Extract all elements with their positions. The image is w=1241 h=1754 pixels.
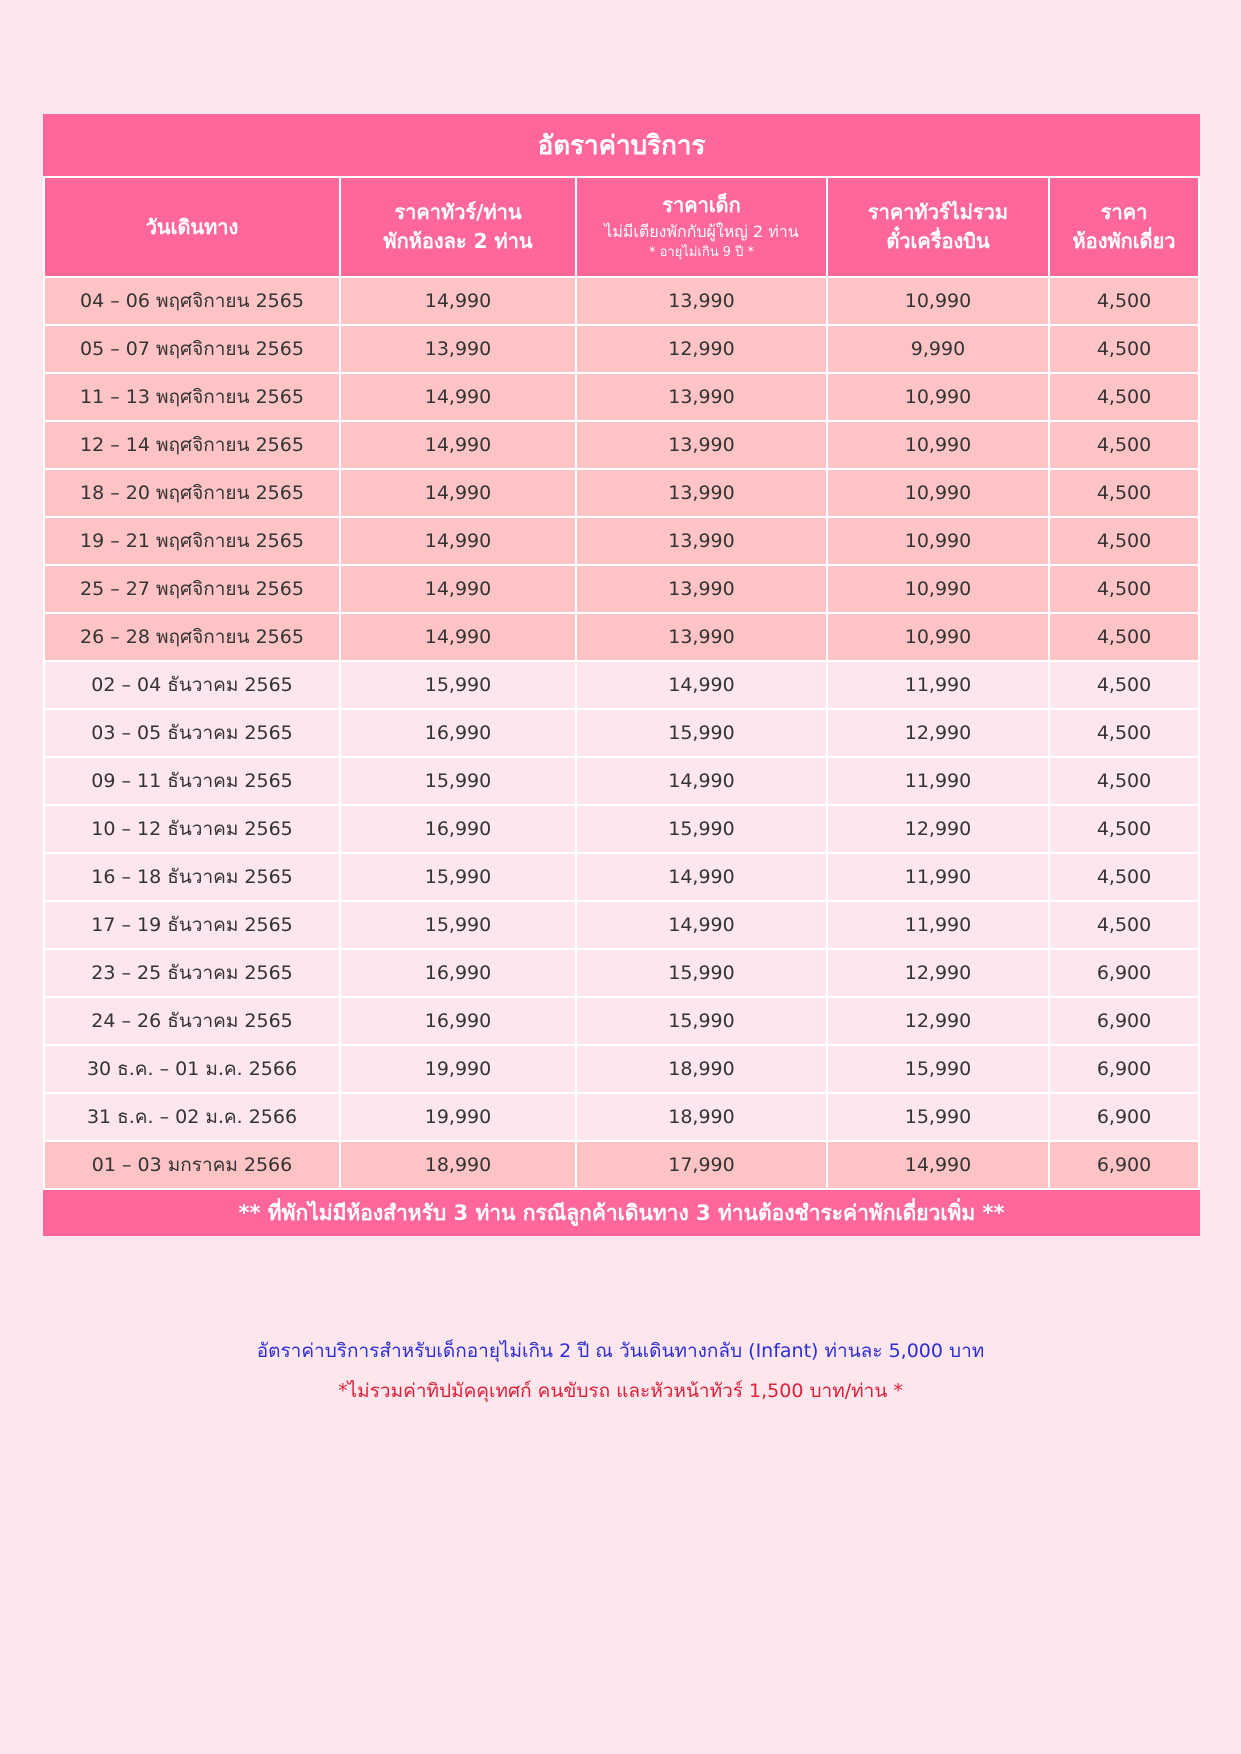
- tips-note: *ไม่รวมค่าทิปมัคคุเทศก์ คนขับรถ และหัวหน้าทัวร์ 1,500 บาท/ท่าน *: [338, 1380, 903, 1402]
- cell-child: 13,990: [576, 277, 827, 325]
- cell-child: 12,990: [576, 325, 827, 373]
- cell-adult: 16,990: [340, 709, 576, 757]
- table-row: [44, 949, 1199, 997]
- cell-no-flight: 12,990: [827, 805, 1049, 853]
- header-adult-line1: ราคาทัวร์/ท่าน: [394, 200, 522, 224]
- cell-child: 14,990: [576, 661, 827, 709]
- cell-no-flight: 15,990: [827, 1045, 1049, 1093]
- table-row: [44, 853, 1199, 901]
- cell-date: 31 ธ.ค. – 02 ม.ค. 2566: [44, 1093, 340, 1141]
- cell-single: 4,500: [1049, 757, 1199, 805]
- cell-adult: 19,990: [340, 1093, 576, 1141]
- cell-no-flight: 10,990: [827, 517, 1049, 565]
- cell-child: 13,990: [576, 613, 827, 661]
- cell-single: 4,500: [1049, 565, 1199, 613]
- table-row: [44, 901, 1199, 949]
- table-row: [44, 277, 1199, 325]
- cell-child: 15,990: [576, 997, 827, 1045]
- cell-adult: 14,990: [340, 517, 576, 565]
- cell-date: 30 ธ.ค. – 01 ม.ค. 2566: [44, 1045, 340, 1093]
- table-row: [44, 1093, 1199, 1141]
- cell-adult: 14,990: [340, 565, 576, 613]
- table-row: [44, 709, 1199, 757]
- cell-no-flight: 11,990: [827, 901, 1049, 949]
- cell-date: 18 – 20 พฤศจิกายน 2565: [44, 469, 340, 517]
- cell-date: 11 – 13 พฤศจิกายน 2565: [44, 373, 340, 421]
- cell-no-flight: 11,990: [827, 757, 1049, 805]
- header-date-label: วันเดินทาง: [145, 214, 239, 239]
- infant-rate-note: อัตราค่าบริการสำหรับเด็กอายุไม่เกิน 2 ปี ณ วันเดินทางกลับ (Infant) ท่านละ 5,000 บาท: [256, 1340, 985, 1362]
- cell-date: 02 – 04 ธันวาคม 2565: [44, 661, 340, 709]
- header-noflight-line2: ตั๋วเครื่องบิน: [886, 229, 990, 253]
- header-adult-price: [340, 177, 576, 277]
- cell-single: 4,500: [1049, 805, 1199, 853]
- cell-single: 4,500: [1049, 901, 1199, 949]
- cell-child: 13,990: [576, 421, 827, 469]
- cell-adult: 15,990: [340, 853, 576, 901]
- table-row: [44, 805, 1199, 853]
- cell-no-flight: 12,990: [827, 949, 1049, 997]
- header-date: [44, 177, 340, 277]
- cell-single: 6,900: [1049, 997, 1199, 1045]
- cell-adult: 16,990: [340, 997, 576, 1045]
- cell-adult: 14,990: [340, 469, 576, 517]
- rate-table: [43, 114, 1200, 1236]
- cell-adult: 18,990: [340, 1141, 576, 1189]
- cell-adult: 16,990: [340, 949, 576, 997]
- cell-single: 4,500: [1049, 421, 1199, 469]
- cell-adult: 13,990: [340, 325, 576, 373]
- cell-adult: 15,990: [340, 661, 576, 709]
- table-row: [44, 517, 1199, 565]
- cell-single: 4,500: [1049, 613, 1199, 661]
- cell-single: 6,900: [1049, 1045, 1199, 1093]
- cell-adult: 15,990: [340, 757, 576, 805]
- cell-no-flight: 15,990: [827, 1093, 1049, 1141]
- cell-adult: 14,990: [340, 373, 576, 421]
- header-single-line2: ห้องพักเดี่ยว: [1072, 229, 1176, 253]
- cell-child: 18,990: [576, 1045, 827, 1093]
- header-child-price: [576, 177, 827, 277]
- cell-date: 05 – 07 พฤศจิกายน 2565: [44, 325, 340, 373]
- cell-child: 14,990: [576, 901, 827, 949]
- table-row: [44, 1045, 1199, 1093]
- cell-child: 18,990: [576, 1093, 827, 1141]
- cell-date: 19 – 21 พฤศจิกายน 2565: [44, 517, 340, 565]
- cell-date: 23 – 25 ธันวาคม 2565: [44, 949, 340, 997]
- cell-date: 16 – 18 ธันวาคม 2565: [44, 853, 340, 901]
- cell-single: 4,500: [1049, 709, 1199, 757]
- table-title: อัตราค่าบริการ: [44, 114, 1199, 177]
- table-footer-note: ** ที่พักไม่มีห้องสำหรับ 3 ท่าน กรณีลูกค้าเดินทาง 3 ท่านต้องชำระค่าพักเดี่ยวเพิ่ม **: [44, 1189, 1199, 1236]
- cell-adult: 14,990: [340, 421, 576, 469]
- header-single-line1: ราคา: [1100, 200, 1148, 224]
- table-row: [44, 373, 1199, 421]
- table-row: [44, 661, 1199, 709]
- table-row: [44, 325, 1199, 373]
- cell-child: 14,990: [576, 757, 827, 805]
- rate-table-body: [44, 277, 1199, 1189]
- cell-single: 4,500: [1049, 373, 1199, 421]
- cell-child: 15,990: [576, 949, 827, 997]
- cell-date: 09 – 11 ธันวาคม 2565: [44, 757, 340, 805]
- table-row: [44, 757, 1199, 805]
- cell-date: 01 – 03 มกราคม 2566: [44, 1141, 340, 1189]
- cell-date: 03 – 05 ธันวาคม 2565: [44, 709, 340, 757]
- table-row: [44, 613, 1199, 661]
- cell-adult: 14,990: [340, 277, 576, 325]
- cell-single: 6,900: [1049, 1093, 1199, 1141]
- cell-no-flight: 11,990: [827, 853, 1049, 901]
- cell-child: 15,990: [576, 709, 827, 757]
- cell-date: 25 – 27 พฤศจิกายน 2565: [44, 565, 340, 613]
- cell-no-flight: 9,990: [827, 325, 1049, 373]
- cell-child: 17,990: [576, 1141, 827, 1189]
- cell-single: 4,500: [1049, 517, 1199, 565]
- header-child-line2: ไม่มีเตียงพักกับผู้ใหญ่ 2 ท่าน: [604, 222, 799, 242]
- cell-adult: 15,990: [340, 901, 576, 949]
- cell-date: 10 – 12 ธันวาคม 2565: [44, 805, 340, 853]
- cell-no-flight: 12,990: [827, 997, 1049, 1045]
- cell-single: 4,500: [1049, 661, 1199, 709]
- cell-no-flight: 10,990: [827, 421, 1049, 469]
- cell-child: 13,990: [576, 517, 827, 565]
- cell-child: 15,990: [576, 805, 827, 853]
- header-adult-line2: พักห้องละ 2 ท่าน: [383, 229, 533, 253]
- cell-single: 4,500: [1049, 277, 1199, 325]
- table-row: [44, 469, 1199, 517]
- cell-no-flight: 10,990: [827, 613, 1049, 661]
- header-single-room: [1049, 177, 1199, 277]
- cell-child: 13,990: [576, 469, 827, 517]
- table-row: [44, 565, 1199, 613]
- header-child-line3: * อายุไม่เกิน 9 ปี *: [648, 244, 755, 260]
- cell-single: 6,900: [1049, 1141, 1199, 1189]
- cell-no-flight: 10,990: [827, 373, 1049, 421]
- cell-adult: 16,990: [340, 805, 576, 853]
- cell-single: 4,500: [1049, 853, 1199, 901]
- cell-single: 4,500: [1049, 469, 1199, 517]
- cell-no-flight: 10,990: [827, 469, 1049, 517]
- cell-date: 26 – 28 พฤศจิกายน 2565: [44, 613, 340, 661]
- cell-adult: 14,990: [340, 613, 576, 661]
- header-child-line1: ราคาเด็ก: [662, 193, 741, 218]
- cell-no-flight: 11,990: [827, 661, 1049, 709]
- cell-date: 24 – 26 ธันวาคม 2565: [44, 997, 340, 1045]
- cell-adult: 19,990: [340, 1045, 576, 1093]
- cell-date: 17 – 19 ธันวาคม 2565: [44, 901, 340, 949]
- cell-no-flight: 12,990: [827, 709, 1049, 757]
- cell-single: 6,900: [1049, 949, 1199, 997]
- cell-child: 14,990: [576, 853, 827, 901]
- cell-date: 12 – 14 พฤศจิกายน 2565: [44, 421, 340, 469]
- cell-child: 13,990: [576, 373, 827, 421]
- cell-date: 04 – 06 พฤศจิกายน 2565: [44, 277, 340, 325]
- table-row: [44, 997, 1199, 1045]
- header-noflight-price: [827, 177, 1049, 277]
- cell-single: 4,500: [1049, 325, 1199, 373]
- cell-no-flight: 10,990: [827, 565, 1049, 613]
- table-row: [44, 421, 1199, 469]
- table-row: [44, 1141, 1199, 1189]
- cell-no-flight: 10,990: [827, 277, 1049, 325]
- header-noflight-line1: ราคาทัวร์ไม่รวม: [867, 200, 1009, 224]
- cell-child: 13,990: [576, 565, 827, 613]
- cell-no-flight: 14,990: [827, 1141, 1049, 1189]
